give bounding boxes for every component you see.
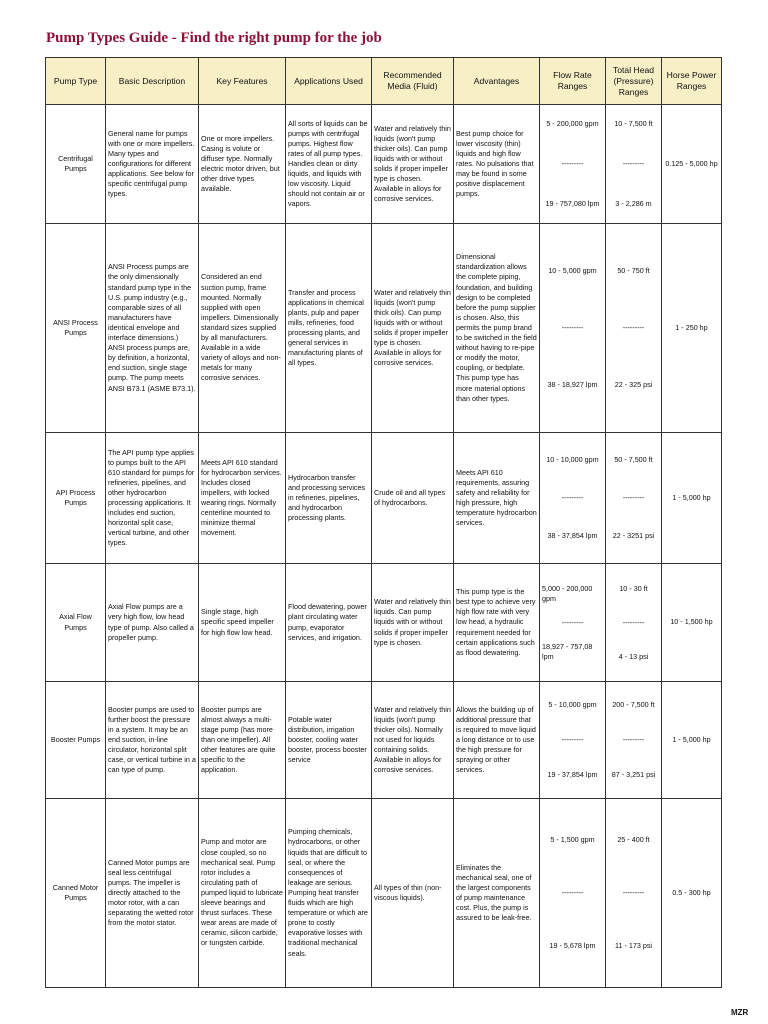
flow-rate-bottom: 19 - 5,678 lpm: [549, 941, 596, 950]
col-header-total-head: Total Head (Pressure) Ranges: [606, 58, 662, 105]
flow-rate-separator: ---------: [561, 493, 584, 502]
flow-rate-top: 10 - 10,000 gpm: [546, 455, 599, 464]
description-cell: ANSI Process pumps are the only dimensionally standard pump type in the U.S. pump industry (e.g., comparable sizes of all manufacturers have identical envelope and interface dimensions.) ANSI process pumps are, by definition, a horizontal, end suction, single stage pump. The pump meets ANSI B73.1 (ASME B73.1).: [106, 224, 199, 433]
col-header-description: Basic Description: [106, 58, 199, 105]
flow-rate-top: 5 - 200,000 gpm: [546, 119, 599, 128]
total-head-top: 50 - 7,500 ft: [614, 455, 653, 464]
media-cell: Water and relatively thin liquids (won't pump thicker oils). Normally not used for liquids containing solids. Available in alloys for corrosive services.: [372, 682, 454, 799]
total-head-top: 10 - 7,500 ft: [614, 119, 653, 128]
col-header-advantages: Advantages: [454, 58, 540, 105]
horse-power-cell: 1 - 5,000 hp: [662, 433, 722, 564]
flow-rate-cell: [540, 433, 606, 564]
applications-cell: Transfer and process applications in chemical plants, pulp and paper mills, refineries, food processing plants, and general services in manufacturing plants of all types.: [286, 224, 372, 433]
pump-type-cell: Centrifugal Pumps: [46, 105, 106, 224]
flow-rate-separator: ---------: [561, 617, 584, 627]
total-head-cell: [606, 105, 662, 224]
table-row: [46, 564, 722, 682]
total-head-separator: ---------: [622, 323, 645, 332]
advantages-cell: Allows the building up of additional pressure that is required to move liquid a long distance or to use the high pressure for spraying or other services.: [454, 682, 540, 799]
flow-rate-bottom: 38 - 37,854 lpm: [547, 531, 598, 540]
applications-cell: Potable water distribution, irrigation booster, cooling water booster, process booster service: [286, 682, 372, 799]
horse-power-cell: 10 - 1,500 hp: [662, 564, 722, 682]
pump-types-table: [45, 57, 722, 988]
flow-rate-top: 5,000 - 200,000 gpm: [542, 583, 593, 603]
page-title: Pump Types Guide - Find the right pump for the job: [46, 30, 382, 46]
media-cell: Water and relatively thin liquids (won't pump thicker oils). Can pump liquids with or without solids if proper impeller type is chosen. Available in alloys for corrosive services.: [372, 105, 454, 224]
description-cell: The API pump type applies to pumps built to the API 610 standard for pumps for refineries, pipelines, and other hydrocarbon processing applications. It includes end suction, horizontal split case, vertical turbine, and other types.: [106, 433, 199, 564]
total-head-top: 200 - 7,500 ft: [612, 700, 655, 709]
media-cell: All types of thin (non-viscous liquids).: [372, 799, 454, 988]
flow-rate-bottom: 38 - 18,927 lpm: [547, 380, 598, 389]
advantages-cell: Meets API 610 requirements, assuring safety and reliability for high pressure, high temperature hydrocarbon services.: [454, 433, 540, 564]
footer-initials: MZR: [731, 1008, 749, 1017]
total-head-top: 50 - 750 ft: [617, 266, 650, 275]
flow-rate-separator: ---------: [561, 323, 584, 332]
total-head-cell: [606, 433, 662, 564]
description-cell: Booster pumps are used to further boost the pressure in a system. It may be an end suction, in-line circulator, horizontal split case, or vertical turbine in a can type of pump.: [106, 682, 199, 799]
col-header-features: Key Features: [199, 58, 286, 105]
total-head-top: 10 - 30 ft: [619, 583, 648, 593]
flow-rate-cell: [540, 682, 606, 799]
flow-rate-cell: [540, 224, 606, 433]
total-head-bottom: 22 - 325 psi: [614, 380, 653, 389]
description-cell: Canned Motor pumps are seal less centrifugal pumps. The impeller is directly attached to the motor rotor, with a can separating the wetted rotor from the motor stator.: [106, 799, 199, 988]
media-cell: Water and relatively thin liquids (won't pump thick oils). Can pump liquids with or without solids if proper impeller type is chosen. Available in alloys for corrosive services.: [372, 224, 454, 433]
total-head-cell: [606, 799, 662, 988]
pump-type-cell: Axial Flow Pumps: [46, 564, 106, 682]
flow-rate-cell: [540, 564, 606, 682]
table-row: [46, 799, 722, 988]
pump-type-cell: Booster Pumps: [46, 682, 106, 799]
advantages-cell: Dimensional standardization allows the complete piping, foundation, and building design to be completed before the pump supplier is chosen. Also, this permits the pump brand to be switched in the field without having to re-pipe or modify the motor, coupling, or bedplate. This pump type has more material options than other types.: [454, 224, 540, 433]
total-head-separator: ---------: [622, 493, 645, 502]
col-header-applications: Applications Used: [286, 58, 372, 105]
description-cell: Axial Flow pumps are a very high flow, low head type of pump. Also called a propeller pump.: [106, 564, 199, 682]
features-cell: One or more impellers. Casing is volute or diffuser type. Normally electric motor driven, but other drive types available.: [199, 105, 286, 224]
media-cell: Water and relatively thin liquids. Can pump liquids with or without solids if proper impeller type is chosen.: [372, 564, 454, 682]
flow-rate-top: 5 - 10,000 gpm: [548, 700, 597, 709]
flow-rate-separator: ---------: [561, 159, 584, 168]
total-head-cell: [606, 682, 662, 799]
applications-cell: All sorts of liquids can be pumps with centrifugal pumps. Highest flow rates of all pump types. Handles clean or dirty liquids, and liquids with low viscosity. Liquid should not contain air or vapors.: [286, 105, 372, 224]
features-cell: Booster pumps are almost always a multi-stage pump (has more than one impeller). All other features are quite specific to the application.: [199, 682, 286, 799]
advantages-cell: This pump type is the best type to achieve very high flow rate with very low head, a hydraulic requirement needed for certain applications such as flood dewatering.: [454, 564, 540, 682]
features-cell: Meets API 610 standard for hydrocarbon services. Includes closed impellers, with locked wearing rings. Normally centerline mounted to minimize thermal movement.: [199, 433, 286, 564]
total-head-bottom: 87 - 3,251 psi: [611, 770, 656, 779]
col-header-flow-rate: Flow Rate Ranges: [540, 58, 606, 105]
flow-rate-bottom: 19 - 757,080 lpm: [545, 199, 600, 208]
pump-type-cell: ANSI Process Pumps: [46, 224, 106, 433]
table-row: [46, 433, 722, 564]
description-cell: General name for pumps with one or more impellers. Many types and configurations for different applications. See below for specific centrifugal pump types.: [106, 105, 199, 224]
table-row: [46, 682, 722, 799]
total-head-bottom: 22 - 3251 psi: [612, 531, 655, 540]
pump-type-cell: API Process Pumps: [46, 433, 106, 564]
total-head-separator: ---------: [622, 617, 645, 627]
applications-cell: Hydrocarbon transfer and processing services in refineries, pipelines, and hydrocarbon processing plants.: [286, 433, 372, 564]
table-row: [46, 105, 722, 224]
applications-cell: Pumping chemicals, hydrocarbons, or other liquids that are difficult to seal, or where the consequences of leakage are serious. Pumping heat transfer fluids which are high temperature or which are prone to costly evaporative losses with traditional mechanical seals.: [286, 799, 372, 988]
col-header-media: Recommended Media (Fluid): [372, 58, 454, 105]
total-head-cell: [606, 224, 662, 433]
table-row: [46, 224, 722, 433]
total-head-bottom: 4 - 13 psi: [618, 651, 649, 661]
advantages-cell: Best pump choice for lower viscosity (thin) liquids and high flow rates. No pulsations that may be found in some positive displacement pumps.: [454, 105, 540, 224]
flow-rate-cell: [540, 799, 606, 988]
flow-rate-top: 5 - 1,500 gpm: [550, 835, 595, 844]
flow-rate-bottom: 18,927 - 757,08 lpm: [542, 641, 593, 661]
total-head-cell: [606, 564, 662, 682]
pump-type-cell: Canned Motor Pumps: [46, 799, 106, 988]
total-head-bottom: 11 - 173 psi: [614, 941, 653, 950]
total-head-separator: ---------: [622, 888, 645, 897]
horse-power-cell: 0.5 - 300 hp: [662, 799, 722, 988]
horse-power-cell: 1 - 5,000 hp: [662, 682, 722, 799]
flow-rate-separator: ---------: [561, 888, 584, 897]
flow-rate-separator: ---------: [561, 735, 584, 744]
header-row: [46, 58, 722, 105]
applications-cell: Flood dewatering, power plant circulating water pump, evaporator services, and irrigation.: [286, 564, 372, 682]
col-header-pump-type: Pump Type: [46, 58, 106, 105]
horse-power-cell: 1 - 250 hp: [662, 224, 722, 433]
horse-power-cell: 0.125 - 5,000 hp: [662, 105, 722, 224]
advantages-cell: Eliminates the mechanical seal, one of the largest components of pump maintenance cost. Plus, the pump is assured to be leak-free.: [454, 799, 540, 988]
total-head-bottom: 3 - 2,286 m: [615, 199, 652, 208]
flow-rate-bottom: 19 - 37,854 lpm: [547, 770, 598, 779]
total-head-separator: ---------: [622, 735, 645, 744]
features-cell: Considered an end suction pump, frame mounted. Normally supplied with open impellers. Dimensionally standard sizes supplied by all manufacturers. Available in a wide variety of alloys and non-metals for many corrosive services.: [199, 224, 286, 433]
features-cell: Pump and motor are close coupled, so no mechanical seal. Pump rotor includes a circulating path of pumped liquid to lubricate sleeve bearings and thrust surfaces. These wear areas are made of ceramic, silicon carbide, or tungsten carbide.: [199, 799, 286, 988]
total-head-top: 25 - 400 ft: [617, 835, 650, 844]
media-cell: Crude oil and all types of hydrocarbons.: [372, 433, 454, 564]
flow-rate-cell: [540, 105, 606, 224]
features-cell: Single stage, high specific speed impeller for high flow low head.: [199, 564, 286, 682]
flow-rate-top: 10 - 5,000 gpm: [548, 266, 597, 275]
total-head-separator: ---------: [622, 159, 645, 168]
col-header-horse-power: Horse Power Ranges: [662, 58, 722, 105]
